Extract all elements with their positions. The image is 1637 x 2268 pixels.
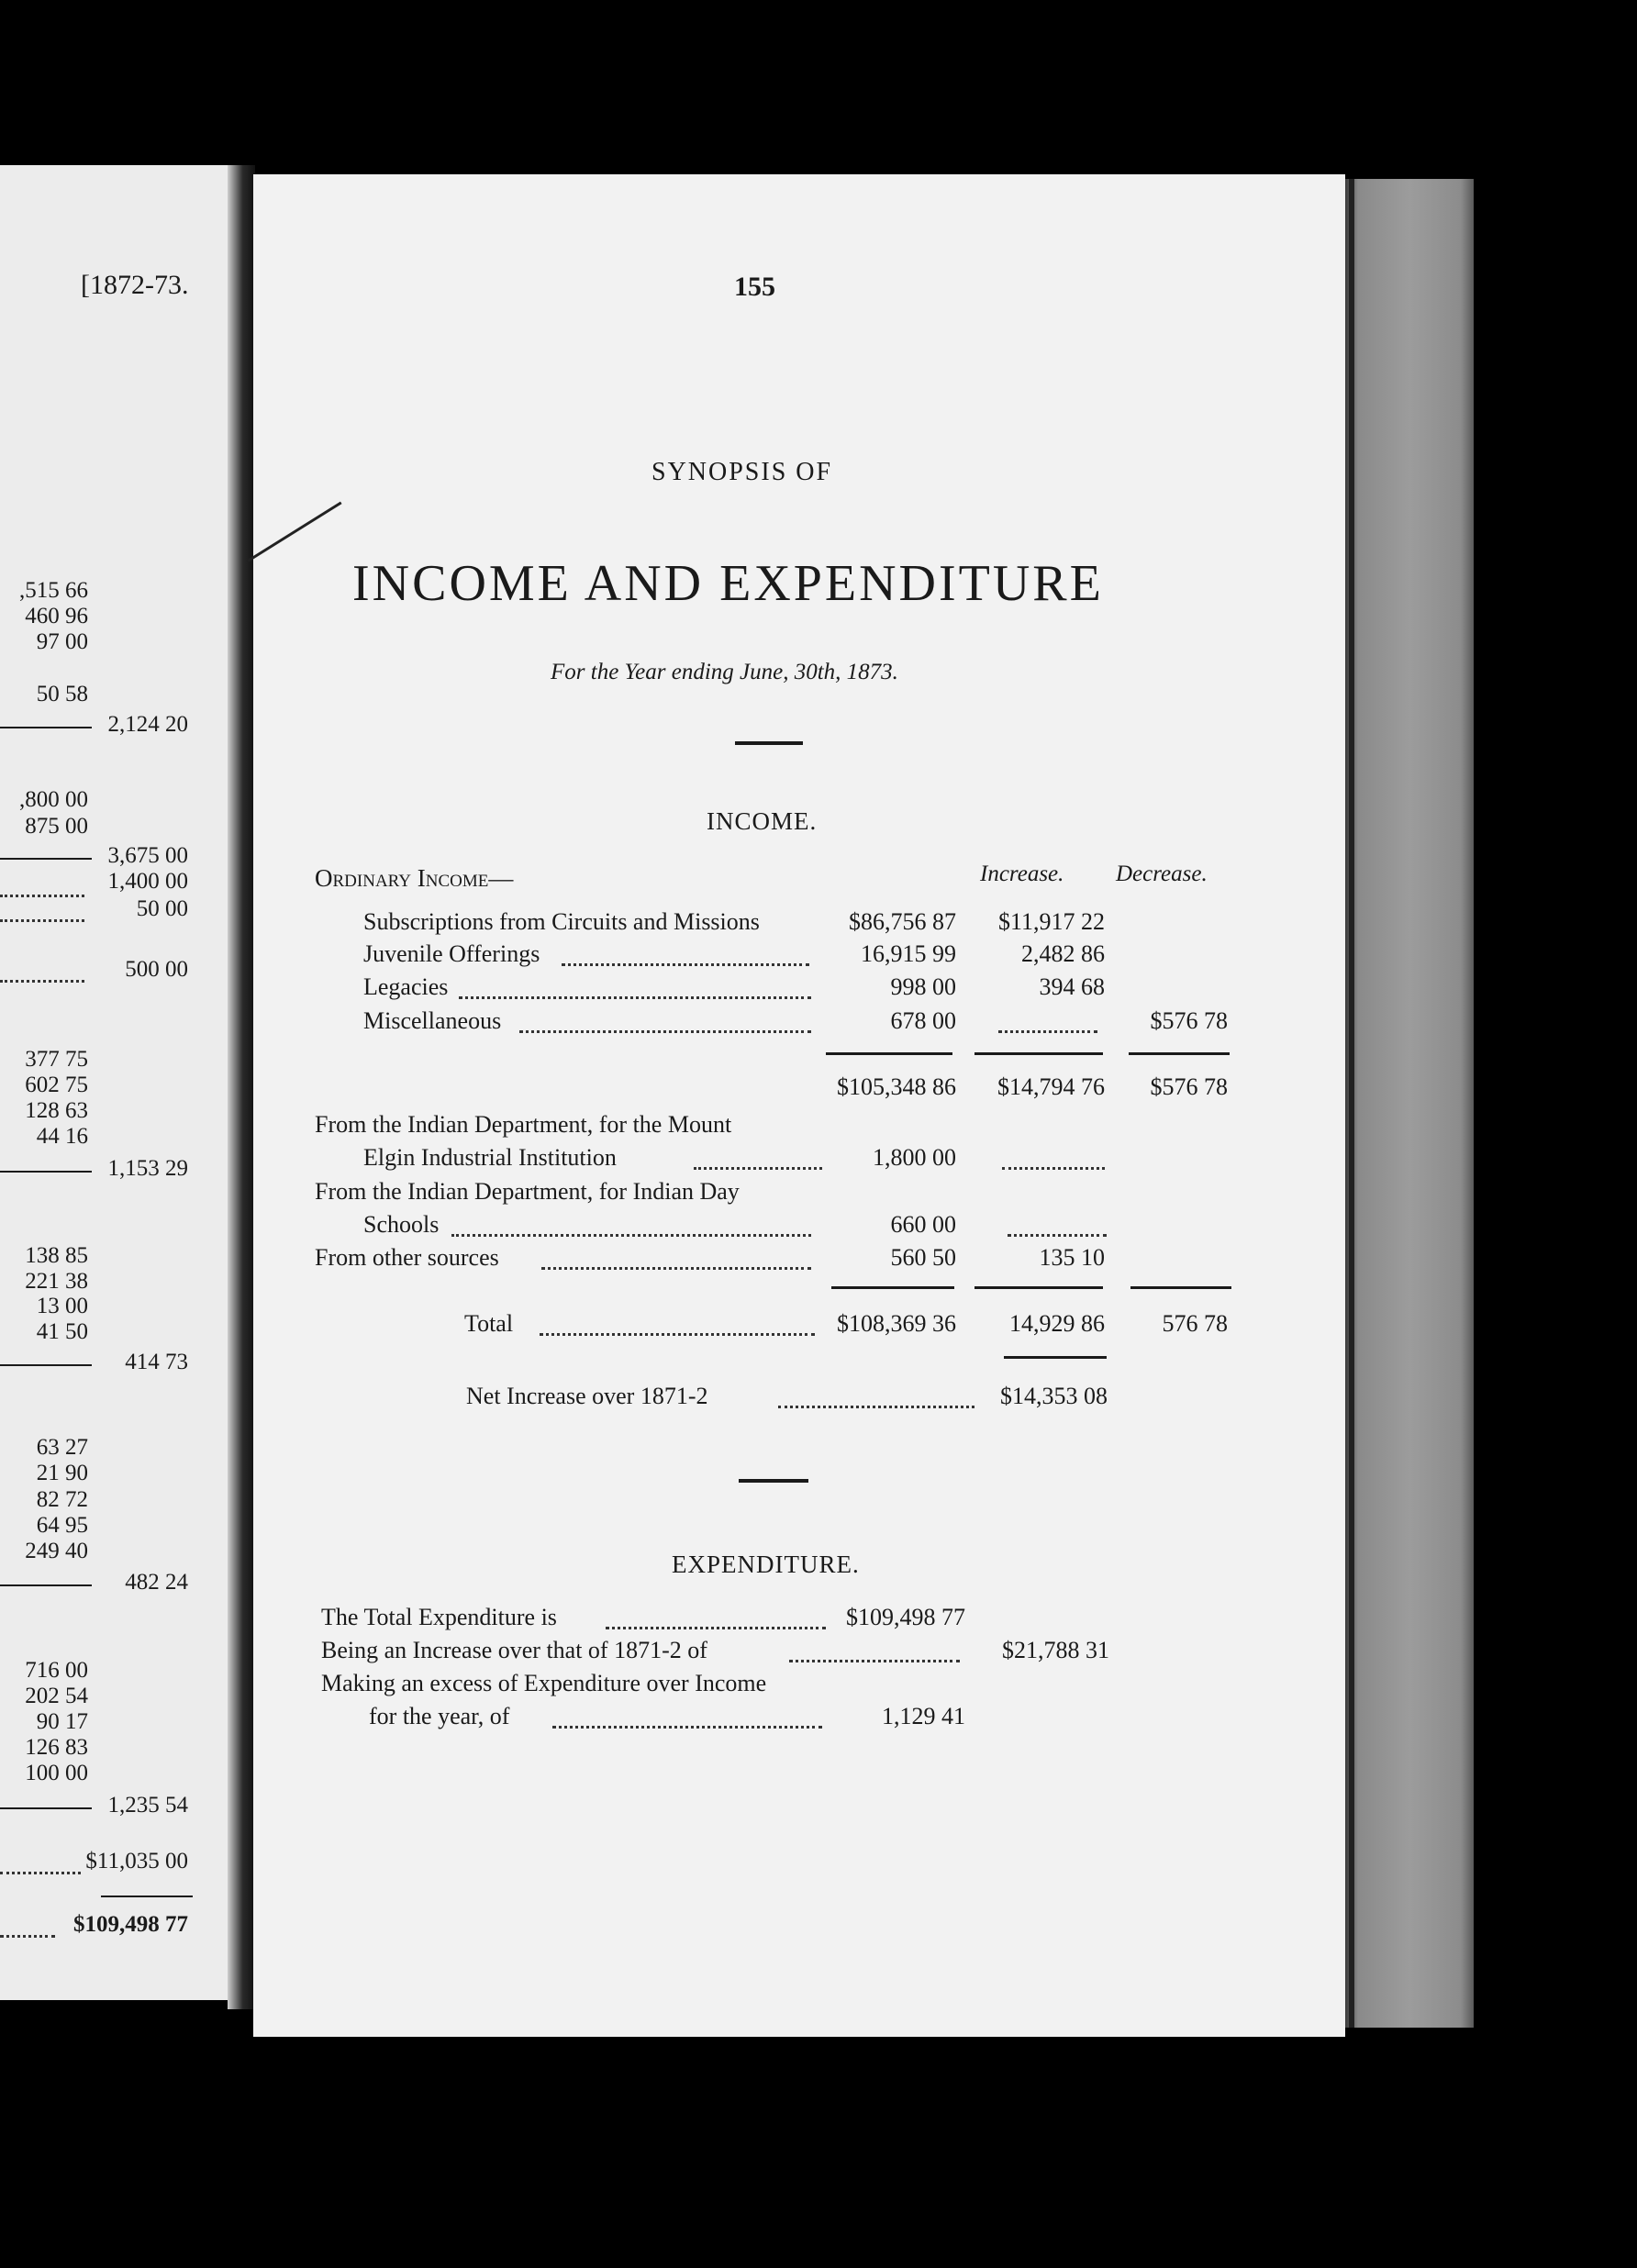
left-page-figure: 50 58	[36, 682, 88, 706]
left-page-figure: 602 75	[25, 1073, 88, 1097]
left-page-figure: 97 00	[36, 629, 88, 654]
left-page-figure: 460 96	[25, 604, 88, 628]
synopsis-heading: SYNOPSIS OF	[651, 458, 833, 486]
left-page-figure: 126 83	[25, 1735, 88, 1760]
left-page-header: [1872-73.	[81, 270, 189, 300]
section-divider	[739, 1479, 808, 1483]
subtotal-increase: $14,794 76	[997, 1073, 1105, 1100]
left-page-figure: 1,235 54	[107, 1793, 188, 1818]
subtotal-rule	[826, 1052, 952, 1055]
leader-dots	[1008, 1234, 1107, 1237]
increase-column-header: Increase.	[980, 862, 1064, 886]
leader-dots	[562, 963, 809, 966]
leader-dots	[789, 1660, 960, 1662]
day-schools-line1: From the Indian Department, for Indian Day	[315, 1178, 740, 1205]
net-increase-rule	[1004, 1356, 1107, 1359]
subtotal-rule	[974, 1052, 1103, 1055]
income-row-label: Subscriptions from Circuits and Missions	[363, 908, 760, 935]
day-schools-line2: Schools	[363, 1211, 440, 1238]
left-page-figure: 50 00	[136, 896, 188, 921]
total-rule	[974, 1286, 1103, 1289]
left-rule	[0, 1807, 92, 1809]
left-rule	[101, 1896, 193, 1897]
other-sources-increase: 135 10	[1039, 1244, 1105, 1271]
left-page-figure: 21 90	[36, 1461, 88, 1485]
page-edge	[1345, 179, 1474, 2028]
left-page-figure: $109,498 77	[73, 1912, 188, 1937]
mount-elgin-amount: 1,800 00	[873, 1144, 956, 1171]
excess-amount: 1,129 41	[882, 1703, 965, 1729]
left-page-figure: 1,400 00	[107, 869, 188, 894]
left-page-figure: 202 54	[25, 1684, 88, 1708]
leader-dots	[519, 1030, 811, 1033]
left-page-figure: 44 16	[36, 1124, 88, 1149]
leader-dots	[778, 1406, 974, 1408]
decrease-column-header: Decrease.	[1116, 862, 1208, 886]
left-page-figure: 482 24	[125, 1570, 188, 1595]
excess-line2-label: for the year, of	[369, 1703, 510, 1729]
total-expenditure-label: The Total Expenditure is	[321, 1604, 557, 1630]
expenditure-heading: EXPENDITURE.	[672, 1551, 860, 1578]
left-page-figure: $11,035 00	[85, 1849, 188, 1873]
left-leader-dots	[0, 1935, 55, 1938]
income-heading: INCOME.	[707, 807, 818, 835]
other-sources-label: From other sources	[315, 1244, 499, 1271]
leader-dots	[541, 1267, 811, 1270]
subtitle: For the Year ending June, 30th, 1873.	[551, 660, 898, 684]
income-row-amount: 16,915 99	[861, 940, 956, 967]
right-page	[253, 174, 1345, 2037]
left-rule	[0, 858, 92, 860]
left-page-figure: 82 72	[36, 1487, 88, 1512]
left-page-figure: ,800 00	[19, 787, 88, 812]
mount-elgin-line2: Elgin Industrial Institution	[363, 1144, 617, 1171]
other-sources-amount: 560 50	[890, 1244, 956, 1271]
income-row-amount: 998 00	[890, 973, 956, 1000]
left-page-figure: 249 40	[25, 1539, 88, 1563]
mount-elgin-line1: From the Indian Department, for the Mount	[315, 1111, 732, 1138]
left-page-figure: 64 95	[36, 1513, 88, 1538]
income-row-label: Legacies	[363, 973, 449, 1000]
total-decrease: 576 78	[1162, 1310, 1228, 1337]
income-row-label: Juvenile Offerings	[363, 940, 540, 967]
leader-dots	[1002, 1167, 1105, 1170]
left-page-figure: 414 73	[125, 1350, 188, 1374]
net-increase-label: Net Increase over 1871-2	[466, 1383, 708, 1409]
page-edge-shadow	[1349, 179, 1354, 2028]
left-page-figure: 875 00	[25, 814, 88, 839]
left-page-figure: 377 75	[25, 1047, 88, 1072]
left-page-figure: 128 63	[25, 1098, 88, 1123]
income-row-increase: $11,917 22	[997, 908, 1105, 935]
total-rule	[1130, 1286, 1231, 1289]
income-row-amount: $86,756 87	[849, 908, 956, 935]
left-page-figure: 13 00	[36, 1294, 88, 1318]
leader-dots	[459, 996, 811, 999]
net-increase-amount: $14,353 08	[1000, 1383, 1108, 1409]
income-row-increase: 394 68	[1039, 973, 1105, 1000]
total-amount: $108,369 36	[837, 1310, 956, 1337]
left-rule	[0, 727, 92, 728]
ordinary-income-label: Ordinary Income—	[315, 864, 514, 892]
left-page-figure: 1,153 29	[107, 1156, 188, 1181]
left-page-figure: 716 00	[25, 1658, 88, 1683]
left-page-figure: 100 00	[25, 1761, 88, 1785]
section-divider	[735, 741, 803, 745]
left-page-figure: 41 50	[36, 1319, 88, 1344]
day-schools-amount: 660 00	[890, 1211, 956, 1238]
left-leader-dots	[0, 895, 84, 897]
total-expenditure-amount: $109,498 77	[846, 1604, 965, 1630]
excess-line1: Making an excess of Expenditure over Income	[321, 1670, 767, 1696]
left-page-figure: 221 38	[25, 1269, 88, 1294]
increase-line-amount: $21,788 31	[1002, 1637, 1109, 1663]
left-leader-dots	[0, 980, 84, 983]
total-increase: 14,929 86	[1009, 1310, 1105, 1337]
income-row-decrease: $576 78	[1150, 1007, 1228, 1034]
book-gutter	[228, 165, 255, 2009]
leader-dots	[552, 1726, 822, 1729]
subtotal-decrease: $576 78	[1150, 1073, 1228, 1100]
left-rule	[0, 1171, 92, 1173]
left-page-figure: ,515 66	[19, 578, 88, 603]
leader-dots	[540, 1333, 815, 1336]
left-leader-dots	[0, 1872, 81, 1874]
income-row-increase: 2,482 86	[1021, 940, 1105, 967]
leader-dots	[694, 1167, 822, 1170]
left-page-figure: 90 17	[36, 1709, 88, 1734]
income-row-label: Miscellaneous	[363, 1007, 502, 1034]
left-leader-dots	[0, 919, 84, 922]
subtotal-rule	[1129, 1052, 1230, 1055]
total-rule	[831, 1286, 954, 1289]
increase-line-label: Being an Increase over that of 1871-2 of	[321, 1637, 707, 1663]
left-page-figure: 500 00	[125, 957, 188, 982]
left-page-figure: 3,675 00	[107, 843, 188, 868]
left-rule	[0, 1584, 92, 1586]
left-page-figure: 2,124 20	[107, 712, 188, 737]
income-row-amount: 678 00	[890, 1007, 956, 1034]
total-label: Total	[464, 1310, 514, 1337]
leader-dots	[998, 1030, 1097, 1033]
main-title: INCOME AND EXPENDITURE	[352, 555, 1104, 612]
subtotal-amount: $105,348 86	[837, 1073, 956, 1100]
left-page-figure: 63 27	[36, 1435, 88, 1460]
leader-dots	[451, 1234, 811, 1237]
left-page-figure: 138 85	[25, 1243, 88, 1268]
leader-dots	[606, 1627, 826, 1629]
page-number: 155	[734, 272, 775, 302]
left-rule	[0, 1364, 92, 1366]
